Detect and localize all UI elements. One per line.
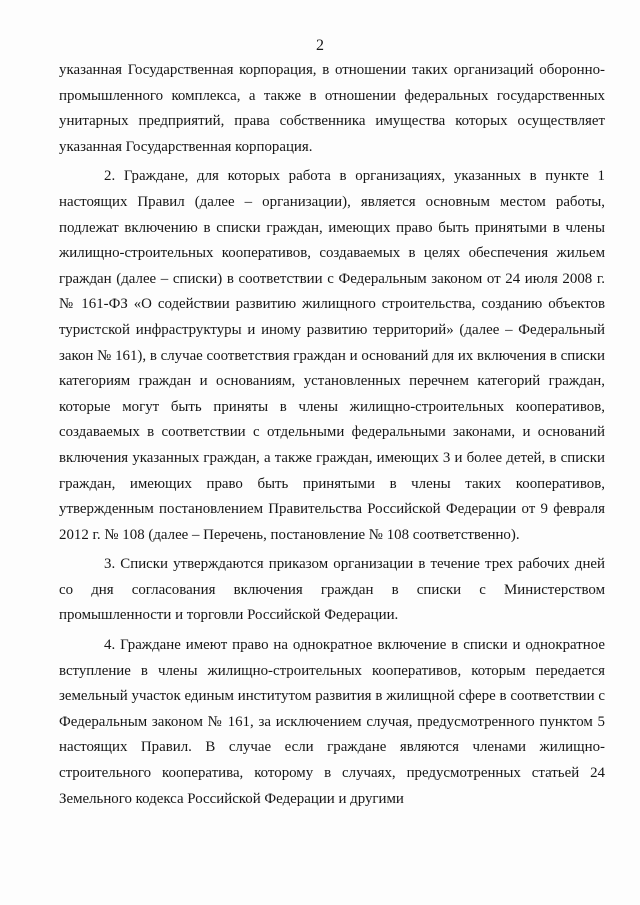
paragraph-4: 4. Граждане имеют право на однократное включение в списки и однократное вступление в члены жилищно-строительных кооперативов, которым передается земельный участок единым институтом развития в жилищной сфере в соответствии с Федеральным законом № 161, за исключением случая, предусмотренного пунктом 5 настоящих Правил. В случае если граждане являются членами жилищно-строительного кооператива, которому в случаях, предусмотренных статьей 24 Земельного кодекса Российской Федерации и другими xyxy=(59,637,605,807)
paragraph-3: 3. Списки утверждаются приказом организации в течение трех рабочих дней со дня согласования включения граждан в списки с Министерством промышленности и торговли Российской Федерации. xyxy=(59,556,605,624)
paragraph-1-continuation: указанная Государственная корпорация, в отношении таких организаций оборонно-промышленного комплекса, а также в отношении федеральных государственных унитарных предприятий, права собственника имущества которых осуществляет указанная Государственная корпорация. xyxy=(59,62,605,155)
body-text xyxy=(59,58,605,812)
page-number: 2 xyxy=(316,37,324,54)
paragraph-2: 2. Граждане, для которых работа в организациях, указанных в пункте 1 настоящих Правил (далее – организации), является основным местом работы, подлежат включению в списки граждан, имеющих право быть принятыми в члены жилищно-строительных кооперативов, создаваемых в целях обеспечения жильем граждан (далее – списки) в соответствии с Федеральным законом от 24 июля 2008 г. № 161-ФЗ «О содействии развитию жилищного строительства, созданию объектов туристской инфраструктуры и иному развитию территорий» (далее – Федеральный закон № 161), в случае соответствия граждан и оснований для их включения в списки категориям граждан и основаниям, установленных перечнем категорий граждан, которые могут быть приняты в члены жилищно-строительных кооперативов, создаваемых в соответствии с отдельными федеральными законами, и оснований включения указанных граждан, а также граждан, имеющих 3 и более детей, в списки граждан, имеющих право быть принятыми в члены таких кооперативов, утвержденным постановлением Правительства Российской Федерации от 9 февраля 2012 г. № 108 (далее – Перечень, постановление № 108 соответственно). xyxy=(59,168,605,543)
